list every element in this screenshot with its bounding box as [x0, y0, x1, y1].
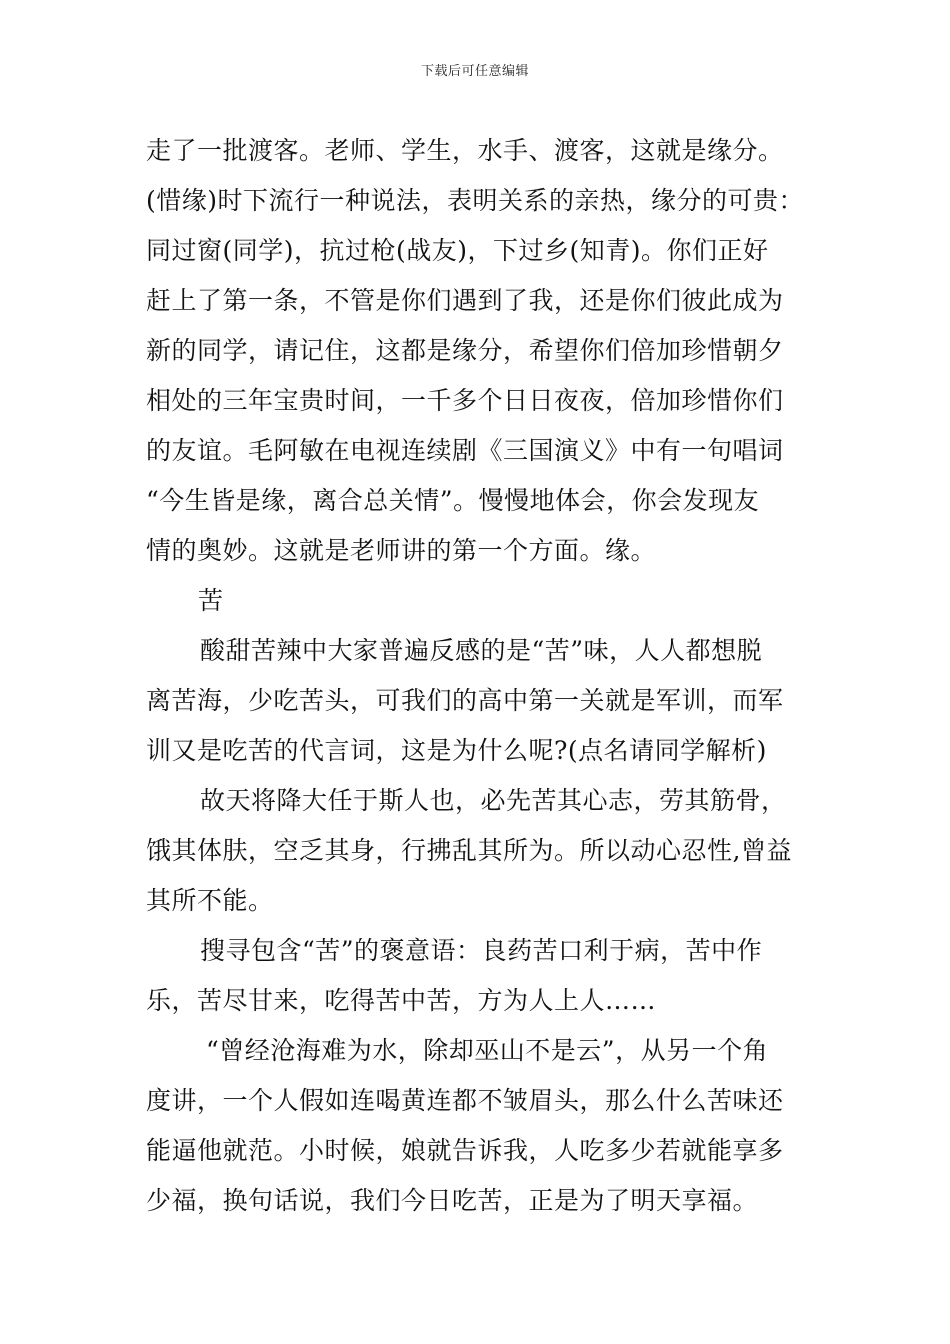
text-line: 度讲，一个人假如连喝黄连都不皱眉头，那么什么苦味还 — [146, 1086, 784, 1115]
document-body — [146, 126, 811, 1226]
text-line: “今生皆是缘，离合总关情”。慢慢地体会，你会发现友 — [146, 486, 760, 515]
text-line: 新的同学，请记住，这都是缘分，希望你们倍加珍惜朝夕 — [146, 336, 784, 365]
text-line: 情的奥妙。这就是老师讲的第一个方面。缘。 — [146, 536, 657, 565]
paragraph-first-line: 酸甜苦辣中大家普遍反感的是“苦”味，人人都想脱 — [200, 636, 763, 665]
text-line: 赶上了第一条，不管是你们遇到了我，还是你们彼此成为 — [146, 286, 784, 315]
section-heading: 苦 — [198, 586, 224, 615]
paragraph-first-line: “曾经沧海难为水，除却巫山不是云”，从另一个角 — [206, 1036, 769, 1065]
text-line: 离苦海，少吃苦头，可我们的高中第一关就是军训，而军 — [146, 686, 784, 715]
text-line: 相处的三年宝贵时间，一千多个日日夜夜，倍加珍惜你们 — [146, 386, 784, 415]
text-line: 同过窗(同学)，抗过枪(战友)，下过乡(知青)。你们正好 — [146, 236, 769, 265]
text-line: 的友谊。毛阿敏在电视连续剧《三国演义》中有一句唱词 — [146, 436, 784, 465]
text-line: (惜缘)时下流行一种说法，表明关系的亲热，缘分的可贵： — [146, 186, 805, 215]
text-line: 能逼他就范。小时候，娘就告诉我，人吃多少若就能享多 — [146, 1136, 784, 1165]
text-line: 饿其体肤，空乏其身，行拂乱其所为。所以动心忍性,曾益 — [146, 836, 792, 865]
page-header: 下载后可任意编辑 — [420, 64, 529, 79]
text-line: 其所不能。 — [146, 886, 274, 915]
text-line: 少福，换句话说，我们今日吃苦，正是为了明天享福。 — [146, 1186, 759, 1215]
text-line: 走了一批渡客。老师、学生，水手、渡客，这就是缘分。 — [146, 136, 784, 165]
paragraph-first-line: 故天将降大任于斯人也，必先苦其心志，劳其筋骨， — [200, 786, 787, 815]
text-line: 训又是吃苦的代言词，这是为什么呢?(点名请同学解析) — [146, 736, 767, 765]
text-line: 乐，苦尽甘来，吃得苦中苦，方为人上人…… — [146, 986, 657, 1015]
paragraph-first-line: 搜寻包含“苦”的褒意语：良药苦口利于病，苦中作 — [200, 936, 763, 965]
